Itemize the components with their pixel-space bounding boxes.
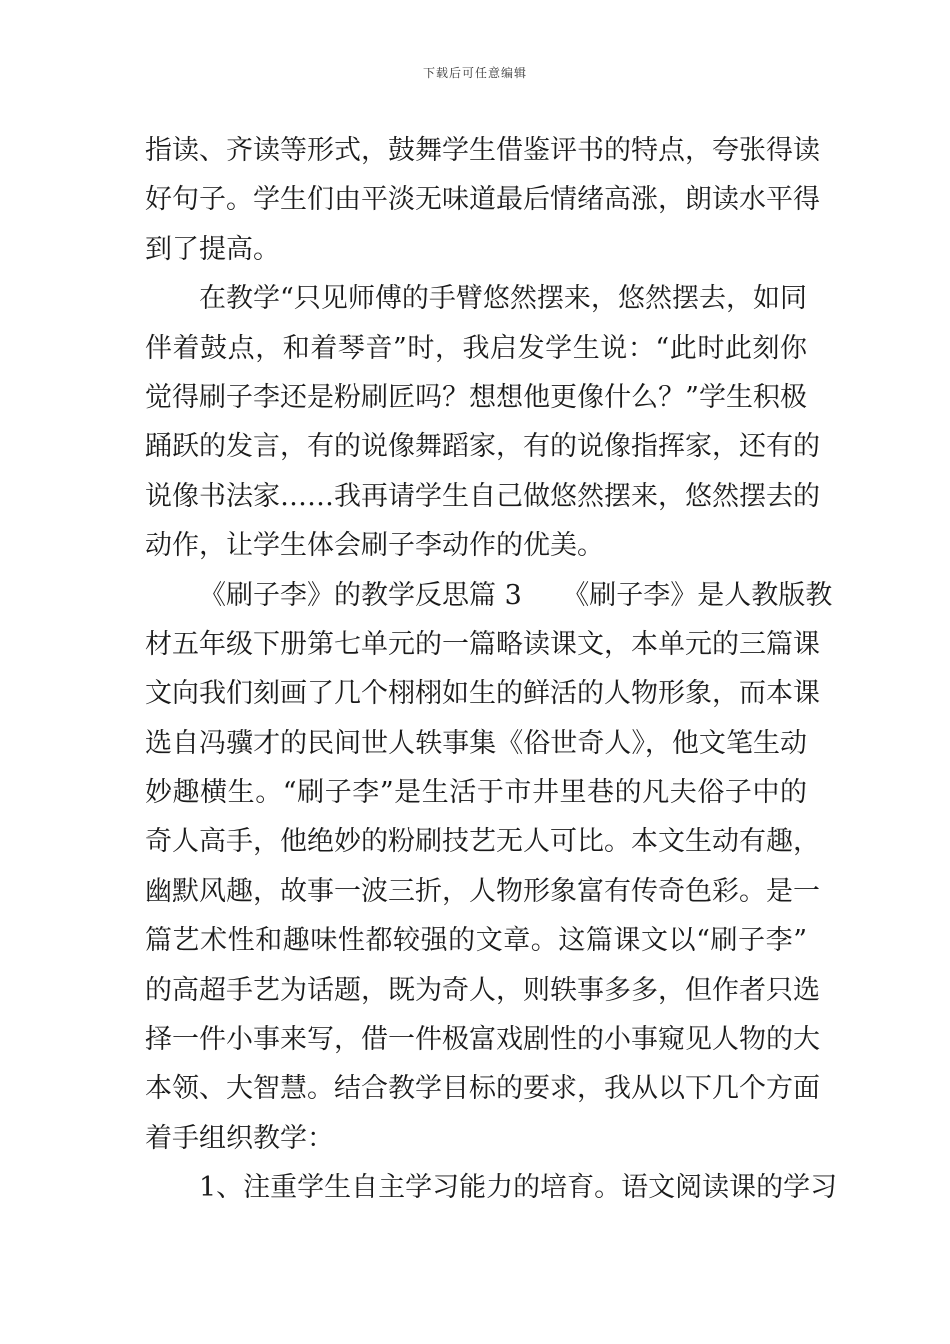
text-line: 好句子。学生们由平淡无味道最后情绪高涨，朗读水平得 [145, 184, 820, 216]
text-line: 踊跃的发言，有的说像舞蹈家，有的说像指挥家，还有的 [145, 431, 820, 463]
text-line: 奇人高手，他绝妙的粉刷技艺无人可比。本文生动有趣， [145, 826, 820, 858]
text-line: 文向我们刻画了几个栩栩如生的鲜活的人物形象，而本课 [145, 678, 820, 710]
text-line: 指读、齐读等形式，鼓舞学生借鉴评书的特点，夸张得读 [145, 135, 820, 166]
text-line: 选自冯骥才的民间世人轶事集《俗世奇人》，他文笔生动 [145, 727, 807, 759]
text-line: 本领、大智慧。结合教学目标的要求，我从以下几个方面 [145, 1073, 820, 1105]
text-line: 篇艺术性和趣味性都较强的文章。这篇课文以“刷子李” [145, 925, 807, 957]
text-line: 1、注重学生自主学习能力的培育。语文阅读课的学习 [199, 1172, 838, 1204]
text-line: 材五年级下册第七单元的一篇略读课文，本单元的三篇课 [145, 628, 820, 660]
text-line: 伴着鼓点，和着琴音”时，我启发学生说：“此时此刻你 [145, 332, 807, 364]
text-line: 在教学“只见师傅的手臂悠然摆来，悠然摆去，如同 [199, 283, 807, 315]
text-line: 到了提高。 [145, 233, 280, 265]
text-line: 妙趣横生。“刷子李”是生活于市井里巷的凡夫俗子中的 [145, 777, 807, 809]
text-line: 《刷子李》的教学反思篇 3 《刷子李》是人教版教 [199, 579, 833, 611]
document-body [145, 126, 838, 1213]
text-line: 择一件小事来写，借一件极富戏剧性的小事窥见人物的大 [145, 1024, 820, 1056]
text-line: 动作，让学生体会刷子李动作的优美。 [145, 530, 604, 562]
page-header: 下载后可任意编辑 [422, 66, 527, 80]
text-line: 的高超手艺为话题，既为奇人，则轶事多多，但作者只选 [145, 974, 820, 1006]
text-line: 着手组织教学： [145, 1122, 334, 1154]
text-line: 觉得刷子李还是粉刷匠吗？想想他更像什么？”学生积极 [145, 381, 807, 413]
text-line: 说像书法家……我再请学生自己做悠然摆来，悠然摆去的 [145, 480, 820, 512]
text-line: 幽默风趣，故事一波三折，人物形象富有传奇色彩。是一 [145, 875, 820, 907]
